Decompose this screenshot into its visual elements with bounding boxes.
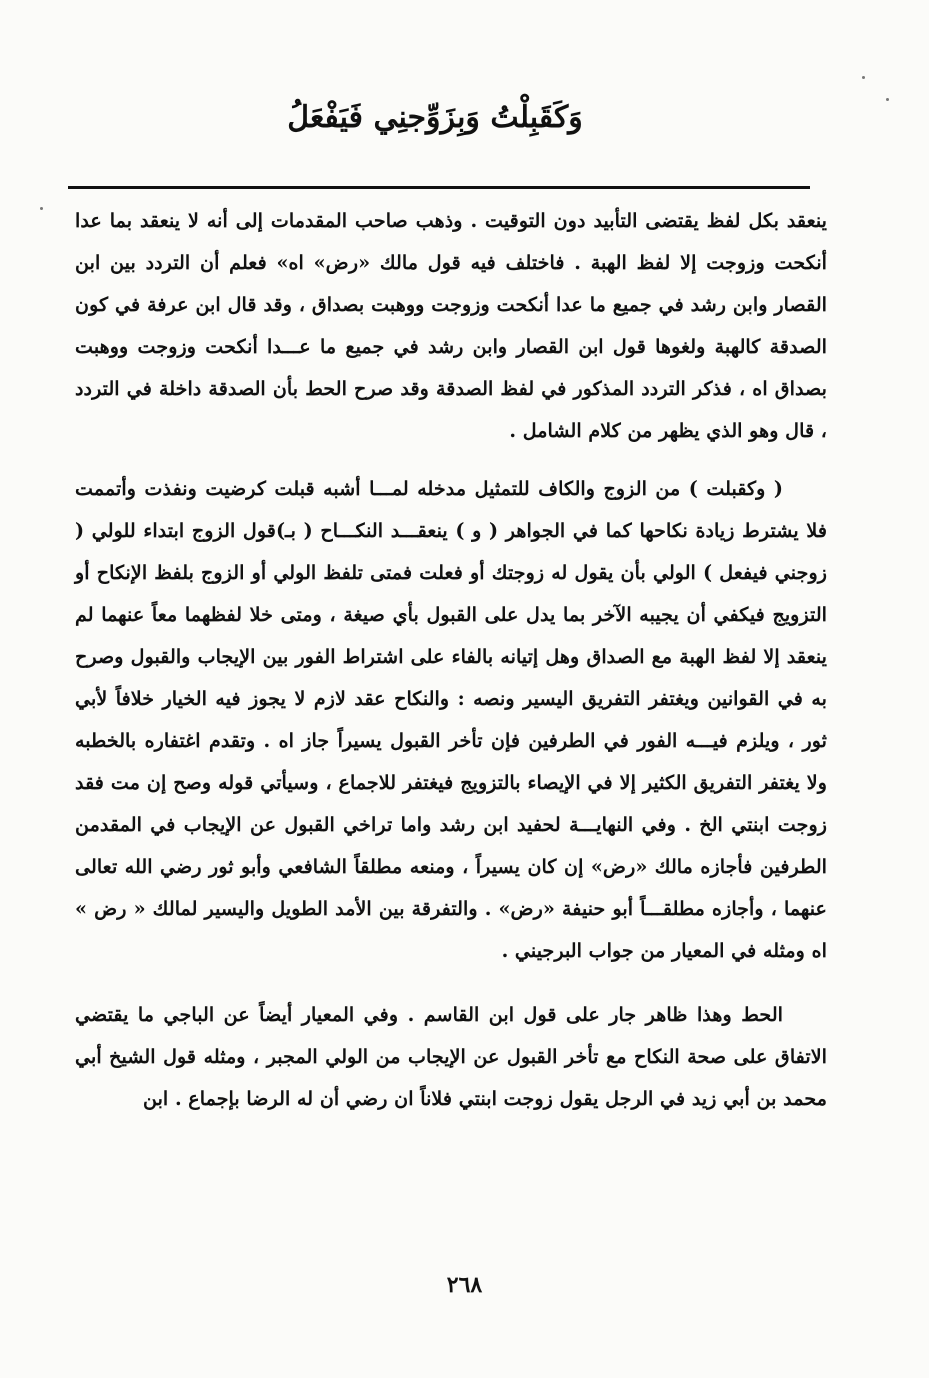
- header-divider: [68, 186, 810, 189]
- paragraph-1: ينعقد بكل لفظ يقتضى التأبيد دون التوقيت . وذهب صاحب المقدمات إلى أنه لا ينعقد بما عدا أنكحت وزوجت إلا لفظ الهبة . فاختلف فيه قول مالك «رض» اه» فعلم أن التردد بين ابن القصار وابن رشد في جميع ما عدا أنكحت وزوجت ووهبت بصداق ، وقد قال ابن عرفة في كون الصدقة كالهبة ولغوها قول ابن القصار وابن رشد في جميع ما عـــدا أنكحت وزوجت ووهبت بصداق اه ، فذكر التردد المذكور في لفظ الصدقة وقد صرح الحط بأن الصدقة داخلة في التردد ، قال وهو الذي يظهر من كلام الشامل .: [75, 209, 827, 442]
- scan-speck: [40, 207, 43, 210]
- page-title: وَكَقَبِلْتُ وَبِزَوِّجنِي فَيَفْعَلُ: [287, 100, 583, 135]
- paragraph-3: الحط وهذا ظاهر جار على قول ابن القاسم . وفي المعيار أيضاً عن الباجي ما يقتضي الاتفاق على صحة النكاح مع تأخر القبول عن الإيجاب من الولي المجبر ، ومثله قول الشيخ أبي محمد بن أبي زيد في الرجل يقول زوجت ابنتي فلاناً ان رضي أن له الرضا بإجماع . ابن: [75, 1003, 827, 1110]
- paragraph-2: ( وكقبلت ) من الزوج والكاف للتمثيل مدخله لمـــا أشبه قبلت كرضيت ونفذت وأتممت فلا يشترط زيادة نكاحها كما في الجواهر ( و ) ينعقـــد النكـــاح ( بـ)قول الزوج ابتداء للولي ( زوجني فيفعل ) الولي بأن يقول له زوجتك أو فعلت فمتى تلفظ الولي أو الزوج بلفظ الإنكاح أو التزويج فيكفي أن يجيبه الآخر بما يدل على القبول بأي صيغة ، ومتى خلا لفظهما معاً عنهما لم ينعقد إلا لفظ الهبة مع الصداق وهل إتيانه بالفاء على اشتراط الفور بين الإيجاب والقبول وصرح به في القوانين ويغتفر التفريق اليسير ونصه : والنكاح عقد لازم لا يجوز فيه الخيار خلافاً لأبي ثور ، ويلزم فيـــه الفور في الطرفين فإن تأخر القبول يسيراً جاز اه . وتقدم اغتفاره بالخطبه ولا يغتفر التفريق الكثير إلا في الإيصاء بالتزويج فيغتفر للاجماع ، وسيأتي قوله وصح إن مت فقد زوجت ابنتي الخ . وفي النهايـــة لحفيد ابن رشد واما تراخي القبول عن الإيجاب في المقدمن الطرفين فأجازه مالك «رض» إن كان يسيراً ، ومنعه مطلقاً الشافعي وأبو ثور رضي الله تعالى عنهما ، وأجازه مطلقـــاً أبو حنيفة «رض» . والتفرقة بين الأمد الطويل واليسير لمالك « رض » اه ومثله في المعيار من جواب البرجيني .: [75, 477, 827, 962]
- page-number: ٢٦٨: [446, 1272, 483, 1298]
- scan-speck: [862, 76, 865, 79]
- body-text: [75, 200, 827, 1120]
- page-header: [60, 100, 810, 135]
- scan-speck: [886, 98, 889, 101]
